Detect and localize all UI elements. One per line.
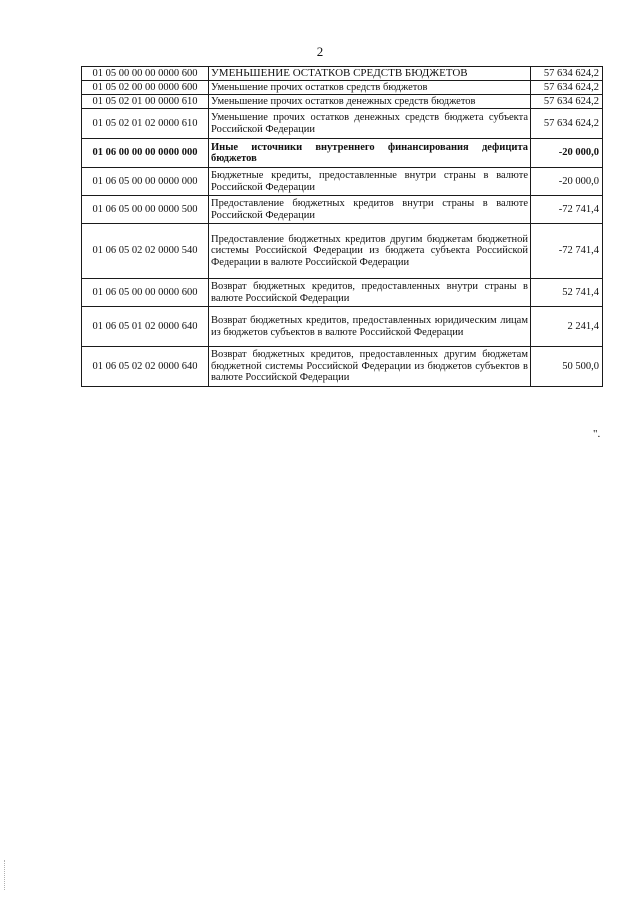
row-sum: 57 634 624,2 xyxy=(531,109,603,139)
row-sum: 57 634 624,2 xyxy=(531,67,603,81)
table-row xyxy=(82,224,603,279)
table-row xyxy=(82,81,603,95)
table-row xyxy=(82,168,603,196)
row-sum: 57 634 624,2 xyxy=(531,95,603,109)
row-code: 01 05 02 01 02 0000 610 xyxy=(82,109,209,139)
row-code: 01 06 05 01 02 0000 640 xyxy=(82,307,209,347)
row-code: 01 06 05 02 02 0000 640 xyxy=(82,347,209,387)
row-name: Возврат бюджетных кредитов, предоставленных другим бюджетам бюджетной системы Российской Федерации из бюджетов субъектов в валюте Российской Федерации xyxy=(209,347,531,387)
scan-margin-dots xyxy=(4,860,7,890)
row-sum: -72 741,4 xyxy=(531,224,603,279)
row-name: Иные источники внутреннего финансирования дефицита бюджетов xyxy=(209,139,531,168)
table-row xyxy=(82,307,603,347)
table-row xyxy=(82,196,603,224)
closing-quote-mark: ". xyxy=(593,428,601,440)
row-name: Бюджетные кредиты, предоставленные внутри страны в валюте Российской Федерации xyxy=(209,168,531,196)
table-row xyxy=(82,139,603,168)
row-code: 01 06 05 00 00 0000 000 xyxy=(82,168,209,196)
row-sum: 57 634 624,2 xyxy=(531,81,603,95)
table-row xyxy=(82,109,603,139)
table-row xyxy=(82,95,603,109)
row-name: Предоставление бюджетных кредитов другим бюджетам бюджетной системы Российской Федерации из бюджета субъекта Российской Федерации в валюте Российской Федерации xyxy=(209,224,531,279)
row-sum: -20 000,0 xyxy=(531,139,603,168)
row-code: 01 05 02 00 00 0000 600 xyxy=(82,81,209,95)
row-sum: 2 241,4 xyxy=(531,307,603,347)
table-row xyxy=(82,67,603,81)
page-number: 2 xyxy=(316,44,324,59)
row-name: Уменьшение прочих остатков денежных средств бюджета субъекта Российской Федерации xyxy=(209,109,531,139)
row-code: 01 06 05 00 00 0000 600 xyxy=(82,279,209,307)
row-sum: 50 500,0 xyxy=(531,347,603,387)
row-name: Предоставление бюджетных кредитов внутри страны в валюте Российской Федерации xyxy=(209,196,531,224)
row-code: 01 05 00 00 00 0000 600 xyxy=(82,67,209,81)
row-name: УМЕНЬШЕНИЕ ОСТАТКОВ СРЕДСТВ БЮДЖЕТОВ xyxy=(209,67,531,81)
row-sum: 52 741,4 xyxy=(531,279,603,307)
table-row xyxy=(82,347,603,387)
row-name: Уменьшение прочих остатков денежных средств бюджетов xyxy=(209,95,531,109)
row-sum: -72 741,4 xyxy=(531,196,603,224)
table-row xyxy=(82,279,603,307)
row-code: 01 06 05 02 02 0000 540 xyxy=(82,224,209,279)
row-code: 01 06 05 00 00 0000 500 xyxy=(82,196,209,224)
row-sum: -20 000,0 xyxy=(531,168,603,196)
row-name: Возврат бюджетных кредитов, предоставленных внутри страны в валюте Российской Федерации xyxy=(209,279,531,307)
row-code: 01 06 00 00 00 0000 000 xyxy=(82,139,209,168)
budget-sources-table xyxy=(81,66,603,387)
row-code: 01 05 02 01 00 0000 610 xyxy=(82,95,209,109)
row-name: Уменьшение прочих остатков средств бюджетов xyxy=(209,81,531,95)
row-name: Возврат бюджетных кредитов, предоставленных юридическим лицам из бюджетов субъектов в валюте Российской Федерации xyxy=(209,307,531,347)
